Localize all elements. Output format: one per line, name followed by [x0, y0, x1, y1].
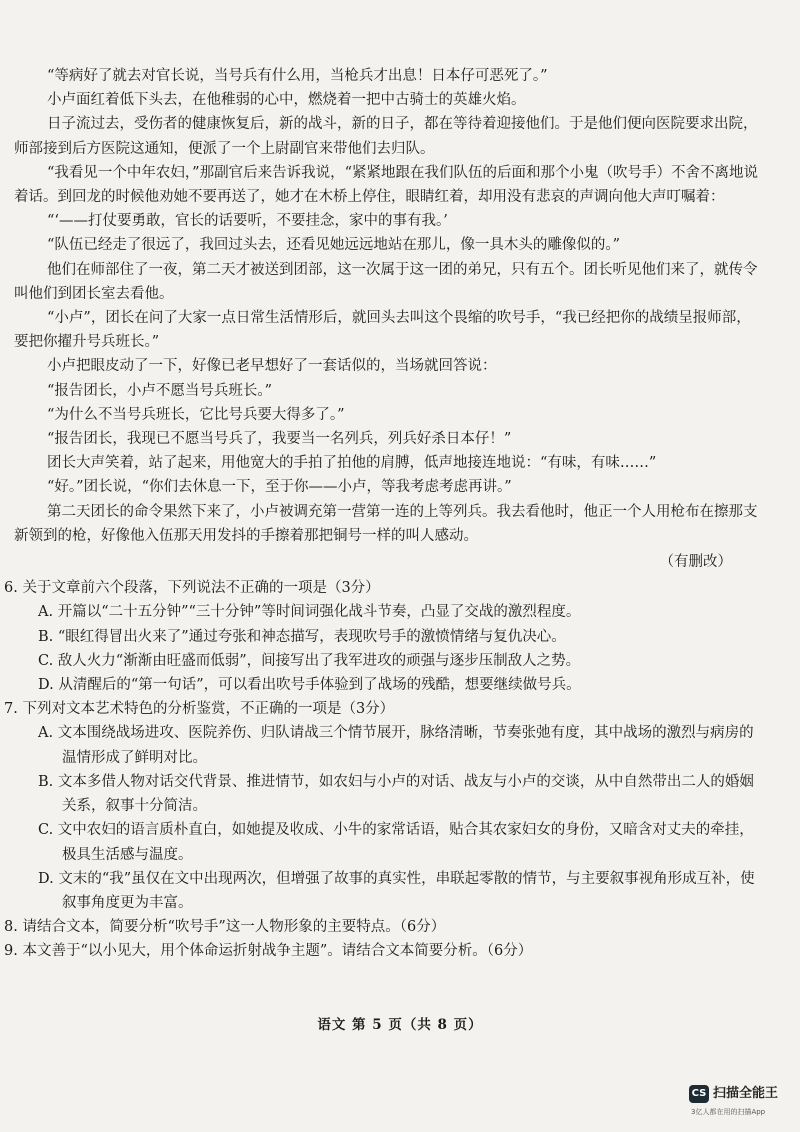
option-d: D. 从清醒后的“第一句话”，可以看出吹号手体验到了战场的残酷，想要继续做号兵。 [38, 677, 581, 694]
camscanner-logo-icon: CS [689, 1085, 709, 1103]
source-note: （有删改） [659, 554, 732, 571]
option-b: B. “眼红得冒出火来了”通过夸张和神态描写，表现吹号手的激愤情绪与复仇决心。 [38, 628, 566, 645]
passage [0, 64, 760, 574]
passage-paragraph: 日子流过去，受伤者的健康恢复后，新的战斗，新的日子，都在等待着迎接他们。于是他们便向医院要求出院，师部接到后方医院这通知，便派了一个上尉副官来带他们去归队。 [14, 116, 758, 157]
option-b: B. 文本多借人物对话交代背景、推进情节，如农妇与小卢的对话、战友与小卢的交谈，从中自然带出二人的婚姻关系，叙事十分简洁。 [38, 773, 754, 815]
scanner-watermark [689, 1085, 795, 1121]
question-stem: 9. 本文善于“以小见大，用个体命运折射战争主题”。请结合文本简要分析。（6分） [4, 943, 533, 960]
question-6 [0, 576, 760, 697]
scanner-app-name: 扫描全能王 [713, 1086, 779, 1101]
passage-paragraph: 第二天团长的命令果然下来了，小卢被调充第一营第一连的上等列兵。我去看他时，他正一个人用枪布在擦那支新领到的枪，好像他入伍那天用发抖的手擦着那把铜号一样的叫人感动。 [14, 503, 758, 544]
passage-paragraph: 团长大声笑着，站了起来，用他宽大的手拍了拍他的肩膊，低声地接连地说：“有味，有味……” [47, 455, 657, 472]
option-a: A. 文本围绕战场进攻、医院养伤、归队请战三个情节展开，脉络清晰，节奏张弛有度，其中战场的激烈与病房的温情形成了鲜明对比。 [38, 725, 754, 766]
question-9 [0, 939, 760, 963]
question-8 [0, 915, 760, 939]
passage-paragraph: “报告团长，小卢不愿当号兵班长。” [47, 382, 273, 399]
passage-paragraph: “好。”团长说，“你们去休息一下，至于你——小卢，等我考虑考虑再讲。” [47, 479, 512, 496]
passage-paragraph: 小卢面红着低下头去，在他稚弱的心中，燃烧着一把中古骑士的英雄火焰。 [47, 92, 526, 109]
question-stem: 7. 下列对文本艺术特色的分析鉴赏，不正确的一项是（3分） [4, 701, 395, 718]
passage-paragraph: “我看见一个中年农妇，”那副官后来告诉我说，“紧紧地跟在我们队伍的后面和那个小鬼（吹号手）不舍不离地说着话。到回龙的时候他劝她不要再送了，她才在木桥上停住，眼睛红着，却用没有悲哀的声调向他大声叮嘱着： [14, 164, 758, 206]
passage-paragraph: “‘——打仗要勇敢，官长的话要听，不要挂念，家中的事有我。’ [47, 213, 448, 230]
page-content [0, 64, 760, 964]
passage-paragraph: 小卢把眼皮动了一下，好像已老早想好了一套话似的，当场就回答说： [47, 358, 497, 375]
passage-paragraph: 他们在师部住了一夜，第二天才被送到团部，这一次属于这一团的弟兄，只有五个。团长听见他们来了，就传令叫他们到团长室去看他。 [14, 261, 758, 302]
question-7 [0, 697, 760, 915]
option-d: D. 文末的“我”虽仅在文中出现两次，但增强了故事的真实性，串联起零散的情节，与主要叙事视角形成互补，使叙事角度更为丰富。 [38, 870, 755, 911]
question-stem: 8. 请结合文本，简要分析“吹号手”这一人物形象的主要特点。（6分） [4, 919, 446, 936]
option-a: A. 开篇以“二十五分钟”“三十分钟”等时间词强化战斗节奏，凸显了交战的激烈程度。 [38, 604, 581, 621]
option-c: C. 文中农妇的语言质朴直白，如她提及收成、小牛的家常话语，贴合其农家妇女的身份，又暗含对丈夫的牵挂，极具生活感与温度。 [38, 822, 754, 863]
passage-paragraph: “报告团长，我现已不愿当号兵了，我要当一名列兵，列兵好杀日本仔！” [47, 431, 512, 448]
option-c: C. 敌人火力“渐渐由旺盛而低弱”，间接写出了我军进攻的顽强与逐步压制敌人之势。 [38, 652, 581, 669]
passage-paragraph: “队伍已经走了很远了，我回过头去，还看见她远远地站在那儿，像一具木头的雕像似的。” [47, 237, 621, 254]
passage-paragraph: “小卢”，团长在问了大家一点日常生活情形后，就回头去叫这个畏缩的吹号手，“我已经把你的战绩呈报师部，要把你擢升号兵班长。” [14, 310, 751, 351]
scanner-tagline: 3亿人都在用的扫描App [691, 1108, 766, 1116]
passage-paragraph: “为什么不当号兵班长，它比号兵要大得多了。” [47, 406, 345, 423]
question-stem: 6. 关于文章前六个段落，下列说法不正确的一项是（3分） [4, 580, 380, 597]
passage-paragraph: “等病好了就去对官长说，当号兵有什么用，当枪兵才出息！日本仔可恶死了。” [47, 68, 548, 84]
page-footer: 语文 第 5 页（共 8 页） [317, 1017, 483, 1033]
